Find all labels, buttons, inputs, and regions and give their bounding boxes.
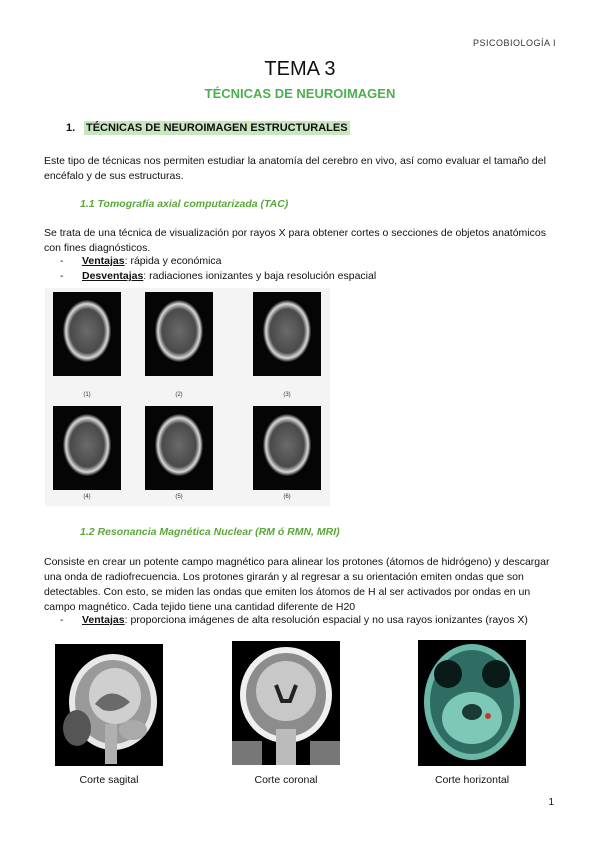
caption-horizontal: Corte horizontal	[434, 774, 510, 786]
page-title: TEMA 3	[264, 58, 336, 80]
rmn-ventajas: - Ventajas: proporciona imágenes de alta resolución espacial y no usa rayos ionizantes (rayos X)	[60, 614, 528, 626]
ventajas-text: : proporciona imágenes de alta resolución espacial y no usa rayos ionizantes (rayos X)	[124, 614, 528, 626]
ct-scan-image	[53, 406, 121, 490]
tac-paragraph: Se trata de una técnica de visualización por rayos X para obtener cortes o secciones de objetos anatómicos con fines diagnósticos.	[44, 227, 546, 254]
ct-caption: (3)	[283, 392, 291, 398]
ct-scan-image	[253, 406, 321, 490]
ct-scan-image	[53, 292, 121, 376]
page-subtitle: TÉCNICAS DE NEUROIMAGEN	[204, 86, 396, 101]
ct-caption: (2)	[175, 392, 183, 398]
ct-caption: (6)	[283, 494, 291, 500]
ct-caption: (1)	[83, 392, 91, 398]
page-number: 1	[548, 797, 554, 808]
section-number: 1.	[66, 122, 76, 134]
ventajas-label: Ventajas	[82, 255, 125, 267]
ventajas-text: : rápida y económica	[124, 255, 222, 267]
ct-scan-image	[253, 292, 321, 376]
tac-heading: 1.1 Tomografía axial computarizada (TAC)	[80, 198, 289, 210]
ct-scan-image	[145, 292, 213, 376]
mri-horizontal-image	[418, 640, 526, 766]
rmn-heading: 1.2 Resonancia Magnética Nuclear (RM ó RMN, MRI)	[80, 526, 340, 538]
tac-ventajas: - Ventajas: rápida y económica	[60, 255, 222, 267]
ct-scan-image	[145, 406, 213, 490]
mri-coronal-image	[232, 641, 340, 765]
section-heading	[66, 122, 350, 134]
ct-scan-figure	[45, 288, 330, 506]
intro-paragraph: Este tipo de técnicas nos permiten estudiar la anatomía del cerebro en vivo, así como evaluar el tamaño del encéfalo y de sus estructuras.	[44, 155, 546, 182]
caption-coronal: Corte coronal	[254, 774, 318, 786]
ventajas-label: Ventajas	[82, 614, 125, 626]
desventajas-label: Desventajas	[82, 270, 144, 282]
running-header: PSICOBIOLOGÍA I	[472, 38, 556, 48]
ct-caption: (5)	[175, 494, 183, 500]
ct-caption: (4)	[83, 494, 91, 500]
mri-sagittal-image	[55, 644, 163, 766]
desventajas-text: : radiaciones ionizantes y baja resolución espacial	[143, 270, 377, 282]
rmn-paragraph: Consiste en crear un potente campo magnético para alinear los protones (átomos de hidrógeno) y descargar una onda de radiofrecuencia. Los protones girarán y al regresar a su orientación emiten ondas que son detectables. Con esto, se miden las ondas que emiten los átomos de H al ser activados por ondas en un campo magnético. Cada tejido tiene una cantidad diferente de H20	[44, 556, 550, 613]
tac-desventajas: - Desventajas: radiaciones ionizantes y baja resolución espacial	[60, 270, 377, 282]
caption-sagital: Corte sagital	[79, 774, 139, 786]
section-title: TÉCNICAS DE NEUROIMAGEN ESTRUCTURALES	[86, 122, 348, 134]
